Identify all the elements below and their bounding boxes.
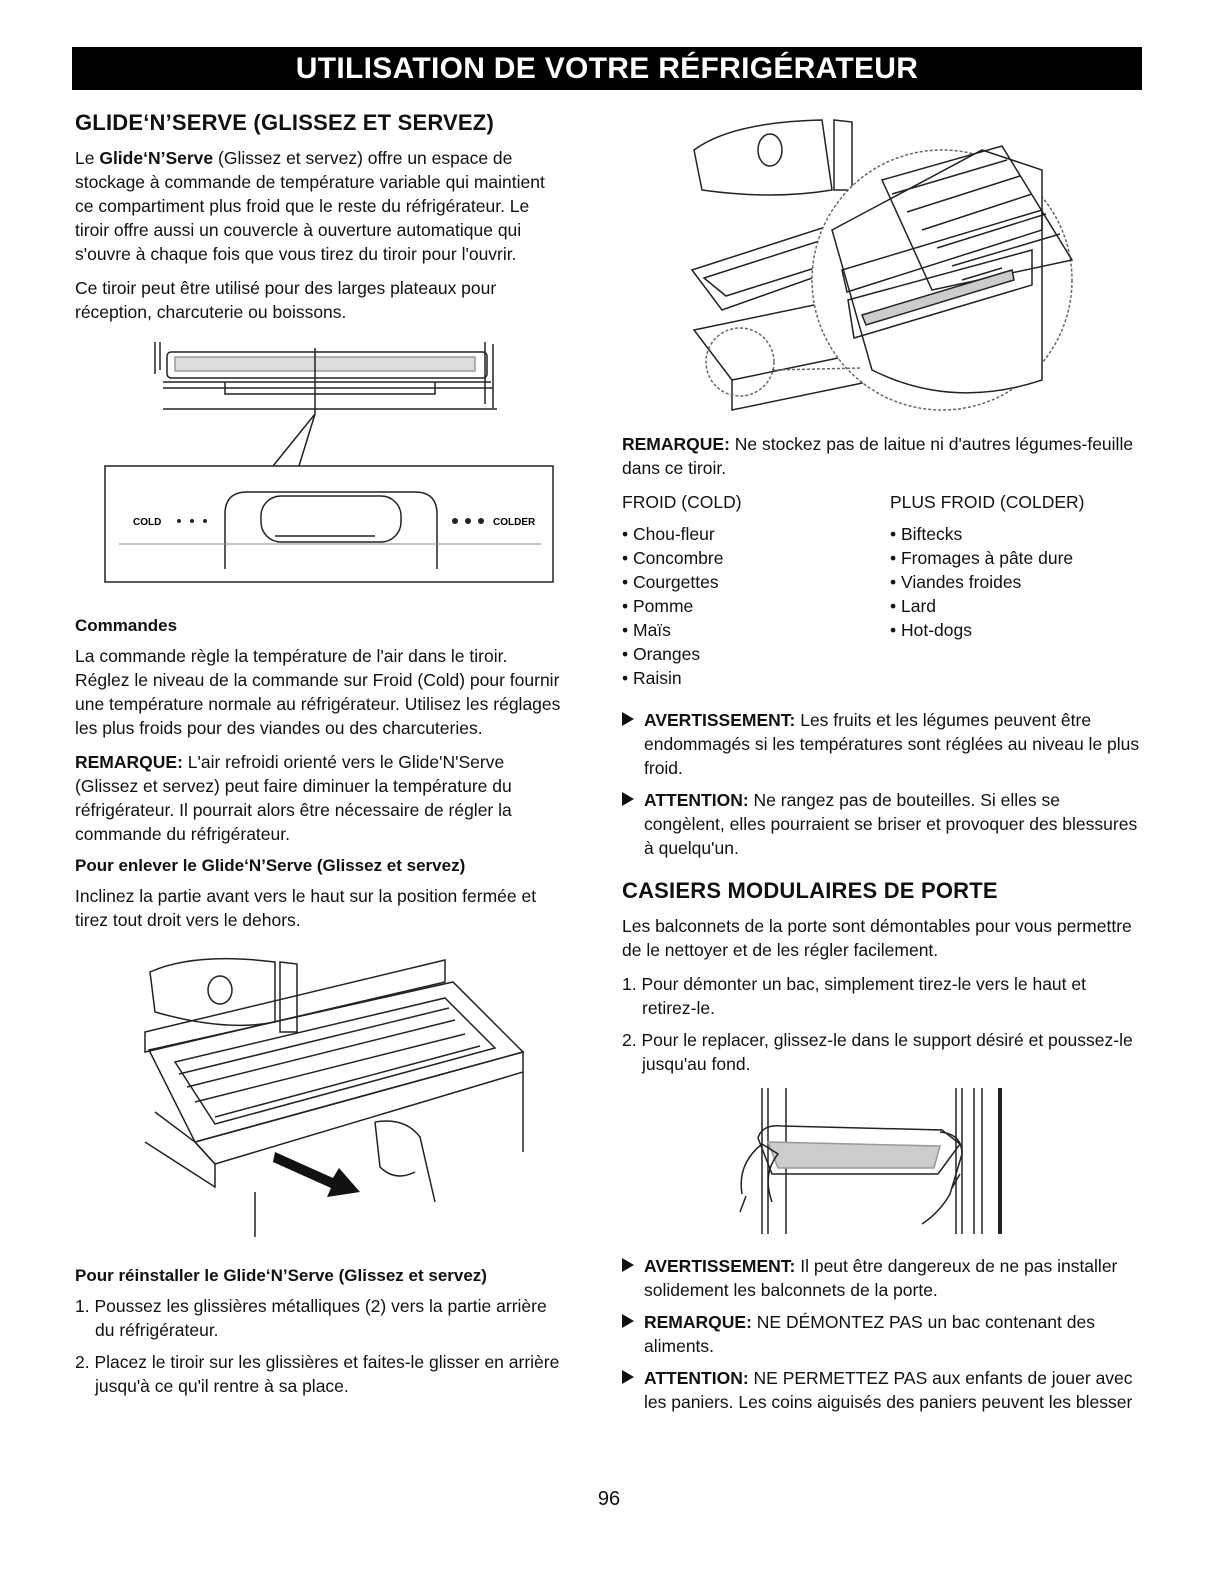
page-number: 96 xyxy=(597,1488,621,1510)
food-table xyxy=(622,490,1142,690)
temperature-control-illustration xyxy=(75,334,565,602)
list-item: • Oranges xyxy=(622,644,701,664)
list-item: • Fromages à pâte dure xyxy=(890,548,1074,568)
list-item: 1. Poussez les glissières métalliques (2) vers la partie arrière du réfrigérateur. xyxy=(75,1296,547,1340)
list-item: • Lard xyxy=(890,596,937,616)
arrow-icon xyxy=(622,1370,634,1384)
casiers-text: Les balconnets de la porte sont démontables pour vous permettre de le nettoyer et de les régler facilement. xyxy=(622,916,1132,960)
arrow-icon xyxy=(622,792,634,806)
list-item: • Courgettes xyxy=(622,572,719,592)
reinstaller-steps xyxy=(75,1294,565,1398)
glide-heading: GLIDE‘N’SERVE (GLISSEZ ET SERVEZ) xyxy=(75,110,494,135)
casiers-steps xyxy=(622,972,1142,1076)
list-item: • Biftecks xyxy=(890,524,963,544)
arrow-icon xyxy=(622,712,634,726)
list-item: • Viandes froides xyxy=(890,572,1022,592)
left-column xyxy=(75,110,565,1406)
right-column xyxy=(622,110,1142,1422)
cold-column-header: FROID (COLD) xyxy=(622,492,742,512)
remark-note: REMARQUE: NE DÉMONTEZ PAS un bac contenant des aliments. xyxy=(622,1310,1142,1358)
reinstaller-heading: Pour réinstaller le Glide‘N’Serve (Glissez et servez) xyxy=(75,1266,487,1285)
list-item: • Pomme xyxy=(622,596,694,616)
glide-intro: Le Glide‘N’Serve (Glissez et servez) offre un espace de stockage à commande de température variable qui maintient ce compartiment plus froid que le reste du réfrigérateur. Le tiroir offre aussi un couvercle à ouverture automatique qui s'ouvre à chaque fois que vous tirez du tiroir pour l'ouvrir. xyxy=(75,148,545,264)
list-item: 2. Placez le tiroir sur les glissières et faites-le glisser en arrière jusqu'à ce qu'il rentre à sa place. xyxy=(75,1352,560,1396)
enlever-text: Inclinez la partie avant vers le haut sur la position fermée et tirez tout droit vers le dehors. xyxy=(75,886,537,930)
list-item: 2. Pour le replacer, glissez-le dans le support désiré et poussez-le jusqu'au fond. xyxy=(622,1030,1133,1074)
list-item: • Maïs xyxy=(622,620,671,640)
glide-remarque: REMARQUE: L'air refroidi orienté vers le Glide'N'Serve (Glissez et servez) peut faire diminuer la température du réfrigérateur. Il pourrait alors être nécessaire de régler la commande du réfrigérateur. xyxy=(75,752,512,844)
warning-note: AVERTISSEMENT: Il peut être dangereux de ne pas installer solidement les balconnets de la porte. xyxy=(622,1254,1142,1302)
colder-column-header: PLUS FROID (COLDER) xyxy=(890,492,1085,512)
commandes-heading: Commandes xyxy=(75,616,178,635)
list-item: • Chou-fleur xyxy=(622,524,715,544)
list-item: 1. Pour démonter un bac, simplement tirez-le vers le haut et retirez-le. xyxy=(622,974,1086,1018)
list-item: • Raisin xyxy=(622,668,682,688)
door-bin-illustration xyxy=(622,1084,1142,1244)
attention-note: ATTENTION: Ne rangez pas de bouteilles. Si elles se congèlent, elles pourraient se briser et provoquer des blessures à quelqu'un. xyxy=(622,788,1142,860)
cold-label: COLD xyxy=(133,517,162,528)
list-item: • Hot-dogs xyxy=(890,620,972,640)
casiers-warnings xyxy=(622,1254,1142,1414)
attention-note: ATTENTION: NE PERMETTEZ PAS aux enfants de jouer avec les paniers. Les coins aiguisés des paniers peuvent les blesser xyxy=(622,1366,1142,1414)
glide-usage: Ce tiroir peut être utilisé pour des larges plateaux pour réception, charcuterie ou boissons. xyxy=(75,278,497,322)
list-item: • Concombre xyxy=(622,548,724,568)
arrow-icon xyxy=(622,1258,634,1272)
warning-note: AVERTISSEMENT: Les fruits et les légumes peuvent être endommagés si les températures sont réglées au niveau le plus froid. xyxy=(622,708,1142,780)
glide-warnings xyxy=(622,708,1142,860)
arrow-icon xyxy=(622,1314,634,1328)
casiers-heading: CASIERS MODULAIRES DE PORTE xyxy=(622,878,998,903)
right-remarque: REMARQUE: Ne stockez pas de laitue ni d'autres légumes-feuille dans ce tiroir. xyxy=(622,434,1134,478)
drawer-removal-illustration xyxy=(75,942,565,1262)
enlever-heading: Pour enlever le Glide‘N’Serve (Glissez et servez) xyxy=(75,856,466,875)
colder-label: COLDER xyxy=(493,517,536,528)
drawer-detail-illustration xyxy=(622,110,1142,424)
commandes-text: La commande règle la température de l'air dans le tiroir. Réglez le niveau de la commande sur Froid (Cold) pour fournir une température normale au réfrigérateur. Utilisez les réglages les plus froids pour des viandes ou des charcuteries. xyxy=(75,646,561,738)
page-banner: UTILISATION DE VOTRE RÉFRIGÉRATEUR xyxy=(72,47,1142,90)
